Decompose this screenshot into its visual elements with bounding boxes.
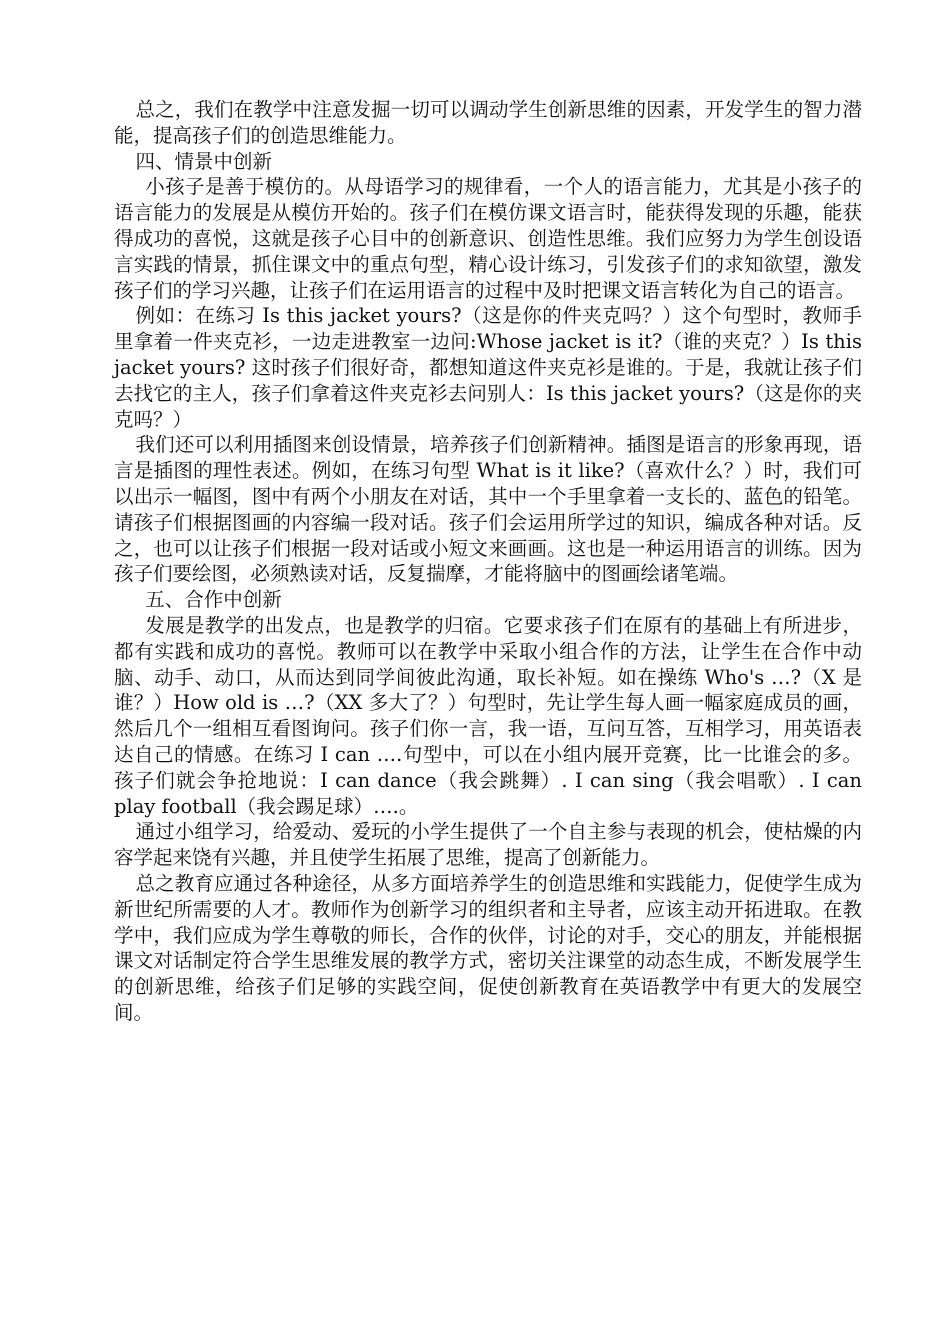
paragraph-jacket-example: 例如：在练习 Is this jacket yours?（这是你的件夹克吗？）这个句型时，教师手里拿着一件夹克衫，一边走进教室一边问:Whose jacket is it?（谁的夹克？）Is this jacket yours? 这时孩子们很好奇，都想知道这件夹克衫是谁的。于是，我就让孩子们去找它的主人，孩子们拿着这件夹克衫去问别人：Is this jacket yours?（这是你的夹克吗？） (114, 304, 862, 431)
document-body (114, 97, 862, 1026)
paragraph-group-learning: 通过小组学习，给爱动、爱玩的小学生提供了一个自主参与表现的机会，使枯燥的内容学起来饶有兴趣，并且使学生拓展了思维，提高了创新能力。 (114, 820, 862, 870)
paragraph-cooperation: 发展是教学的出发点，也是教学的归宿。它要求孩子们在原有的基础上有所进步，都有实践和成功的喜悦。教师可以在教学中采取小组合作的方法，让学生在合作中动脑、动手、动口，从而达到同学间彼此沟通，取长补短。如在操练 Who's …?（X 是谁？）How old is …?（XX 多大了？）句型时，先让学生每人画一幅家庭成员的画，然后几个一组相互看图询问。孩子们你一言，我一语，互问互答，互相学习，用英语表达自己的情感。在练习 I can ….句型中，可以在小组内展开竞赛，比一比谁会的多。孩子们就会争抢地说：I can dance（我会跳舞）. I can sing（我会唱歌）. I can play football（我会踢足球）….。 (114, 613, 862, 818)
paragraph-summary-intro: 总之，我们在教学中注意发掘一切可以调动学生创新思维的因素，开发学生的智力潜能，提高孩子们的创造思维能力。 (114, 98, 862, 147)
paragraph-conclusion: 总之教育应通过各种途径，从多方面培养学生的创造思维和实践能力，促使学生成为新世纪所需要的人才。教师作为创新学习的组织者和主导者，应该主动开拓进取。在教学中，我们应成为学生尊敬的师长，合作的伙伴，讨论的对手，交心的朋友，并能根据课文对话制定符合学生思维发展的教学方式，密切关注课堂的动态生成，不断发展学生的创新思维，给孩子们足够的实践空间，促使创新教育在英语教学中有更大的发展空间。 (114, 871, 862, 1024)
section-heading-5: 五、合作中创新 (145, 588, 282, 612)
section-heading-4: 四、情景中创新 (135, 149, 272, 173)
paragraph-imitation: 小孩子是善于模仿的。从母语学习的规律看，一个人的语言能力，尤其是小孩子的语言能力的发展是从模仿开始的。孩子们在模仿课文语言时，能获得发现的乐趣，能获得成功的喜悦，这就是孩子心目中的创新意识、创造性思维。我们应努力为学生创设语言实践的情景，抓住课文中的重点句型，精心设计练习，引发孩子们的求知欲望，激发孩子们的学习兴趣，让孩子们在运用语言的过程中及时把课文语言转化为自己的语言。 (114, 175, 862, 302)
paragraph-illustration: 我们还可以利用插图来创设情景，培养孩子们创新精神。插图是语言的形象再现，语言是插图的理性表述。例如，在练习句型 What is it like?（喜欢什么？）时，我们可以出示一幅图，图中有两个小朋友在对话，其中一个手里拿着一支长的、蓝色的铅笔。请孩子们根据图画的内容编一段对话。孩子们会运用所学过的知识，编成各种对话。反之，也可以让孩子们根据一段对话或小短文来画画。这也是一种运用语言的训练。因为孩子们要绘图，必须熟读对话，反复揣摩，才能将脑中的图画绘诸笔端。 (114, 433, 862, 586)
